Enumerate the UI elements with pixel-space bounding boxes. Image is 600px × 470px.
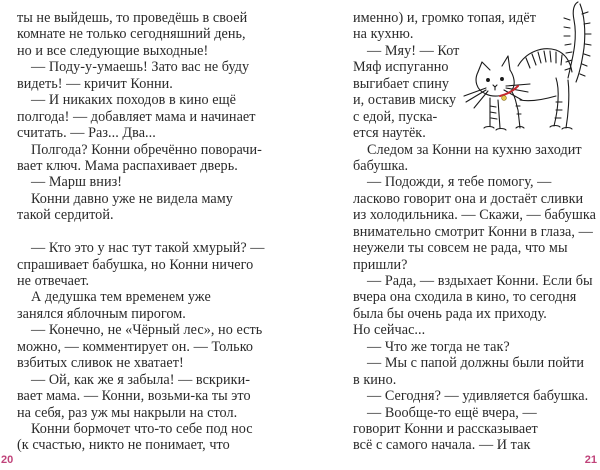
- text-line: — Рада, — вздыхает Конни. Если бы: [367, 273, 593, 289]
- text-line: (к счастью, никто не понимает, что: [17, 437, 230, 454]
- text-line: неужели ты совсем не рада, что мы: [353, 240, 568, 257]
- text-line: Но сейчас...: [353, 322, 426, 339]
- text-line: — Конечно, не «Чёрный лес», но есть: [31, 322, 263, 339]
- text-line: в кино.: [353, 371, 397, 388]
- text-line: вает ключ. Мама распахивает дверь.: [17, 157, 238, 174]
- text-line: всё с самого начала. — И так: [353, 437, 531, 454]
- text-line: говорит Конни и рассказывает: [353, 420, 538, 437]
- text-line: А дедушка тем временем уже: [31, 289, 211, 306]
- text-line: Мяф испуганно: [353, 59, 449, 76]
- text-line: — Вообще-то ещё вчера, —: [367, 404, 537, 421]
- page-number-left: 20: [1, 454, 14, 466]
- text-line: — Поду-у-умаешь! Зато вас не буду: [31, 59, 250, 76]
- text-line: ется наутёк.: [353, 125, 426, 142]
- text-line: Полгода? Конни обречённо поворачи-: [31, 141, 262, 158]
- text-line: пришли?: [353, 256, 408, 273]
- text-line: занялся яблочным пирогом.: [17, 305, 186, 322]
- text-line: комнате не только сегодняшний день,: [17, 26, 246, 43]
- text-line: была бы очень рада их приходу.: [353, 305, 547, 322]
- text-line: полгода! — добавляет мама и начинает: [17, 108, 256, 125]
- text-line: бабушка.: [353, 157, 409, 174]
- text-line: Следом за Конни на кухню заходит: [367, 141, 582, 158]
- text-line: — Марш вниз!: [31, 174, 123, 191]
- text-line: вчера она сходила в кино, то сегодня: [353, 289, 577, 306]
- text-line: выгибает спину: [353, 75, 450, 92]
- text-line: — Что же тогда не так?: [367, 338, 510, 355]
- text-line: но и все следующие выходные!: [17, 42, 209, 59]
- text-line: ты не выйдешь, то проведёшь в своей: [17, 10, 248, 26]
- text-line: и, оставив миску: [353, 92, 457, 109]
- text-line: не отвечает.: [17, 273, 90, 289]
- text-line: взбитых сливок не хватает!: [17, 355, 184, 372]
- text-line: Конни давно уже не видела маму: [31, 190, 233, 207]
- left-page-text: [17, 10, 287, 454]
- text-line: видеть! — кричит Конни.: [17, 75, 173, 92]
- text-line: из холодильника. — Скажи, — бабушка: [353, 207, 596, 224]
- text-line: ласково говорит она и достаёт сливки: [353, 190, 584, 207]
- text-line: считать. — Раз... Два...: [17, 125, 156, 142]
- text-line: — Мяу! — Кот: [367, 42, 460, 59]
- page-number-right: 21: [584, 454, 597, 466]
- text-line: именно) и, громко топая, идёт: [353, 10, 537, 26]
- text-line: — Подожди, я тебе помогу, —: [367, 174, 552, 191]
- text-line: спрашивает бабушка, но Конни ничего: [17, 256, 254, 273]
- text-line: — И никаких походов в кино ещё: [31, 92, 236, 109]
- text-line: вает мама. — Конни, возьми-ка ты это: [17, 388, 251, 405]
- text-line: можно, — комментирует он. — Только: [17, 338, 254, 355]
- text-line: — Ой, как же я забыла! — вскрики-: [31, 371, 250, 388]
- text-line: на себя, раз уж мы накрыли на стол.: [17, 404, 238, 421]
- text-line: с едой, пуска-: [353, 108, 438, 125]
- text-line: на кухню.: [353, 26, 414, 43]
- text-line: внимательно смотрит Конни в глаза, —: [353, 223, 593, 240]
- text-line: такой сердитой.: [17, 207, 114, 224]
- right-page: [300, 0, 600, 470]
- text-line: — Сегодня? — удивляется бабушка.: [367, 388, 589, 405]
- text-line: — Кто это у нас тут такой хмурый? —: [31, 240, 265, 257]
- text-line: Конни бормочет что-то себе под нос: [31, 420, 253, 437]
- text-line: — Мы с папой должны были пойти: [367, 355, 585, 372]
- paragraph-gap: [17, 224, 287, 240]
- cat-icon: [460, 0, 600, 136]
